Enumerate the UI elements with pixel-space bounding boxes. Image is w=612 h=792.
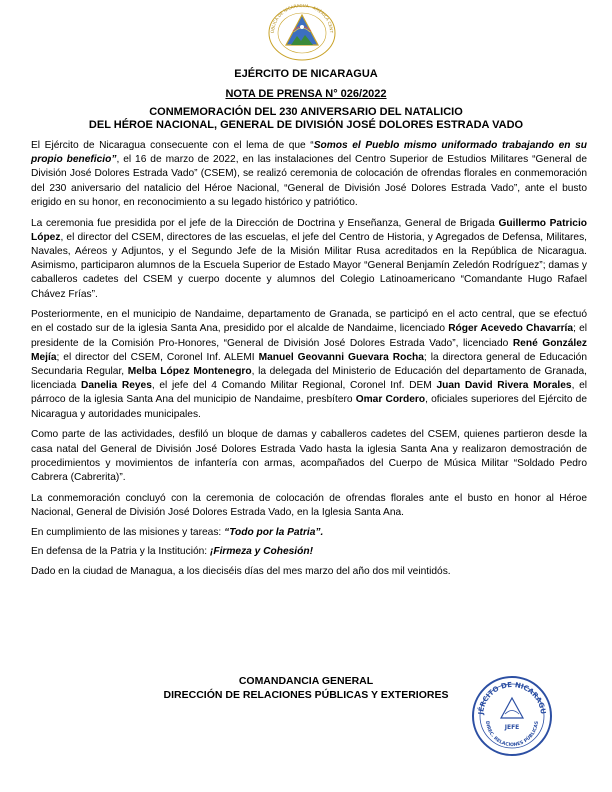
bold-name: Guillermo Patricio López [31,217,587,243]
paragraph-text-run: Como parte de las actividades, desfiló un bloque de damas y caballeros cadetes del CSEM, quienes partieron desde la casa natal del General de División José Dolores Estrada Vado hasta la iglesia Santa Ana y realizaron demostración de procedimientos y movimientos de infantería con armas, acompañados del Cuerpo de Música Militar “Soldado Pedro Cabrera (Cabrerita)”. [31,429,587,483]
paragraph-text-run: , el director del CSEM, directores de las escuelas, el jefe del Centro de Historia, y Agregados de Defensa, Militares, Navales, Aéreos y Adjuntos, y el Segundo Jefe de la Misión Militar Rusa acreditados en la República de Nicaragua. Asimismo, participaron alumnos de la Escuela Superior de Estado Mayor “General Benjamín Zeledón Rodríguez”; damas y caballeros cadetes del CSEM y cuerpo docente y alumnos del Colegio Latinoamericano “Comandante Hugo Rafael Chávez Frías”. [31,231,587,300]
coat-of-arms-emblem [264,4,340,62]
title-line-2: DEL HÉROE NACIONAL, GENERAL DE DIVISIÓN JOSÉ DOLORES ESTRADA VADO [88,119,524,131]
organization-name: EJÉRCITO DE NICARAGUA [234,68,378,80]
paragraph-text-run: La conmemoración concluyó con la ceremonia de colocación de ofrendas florales ante el busto en honor al Héroe Nacional, General de División José Dolores Estrada Vado, en la Iglesia Santa Ana. [31,492,587,518]
svg-text:DIREC. RELACIONES PÚBLICAS: DIREC. RELACIONES PÚBLICAS [483,720,541,749]
emphasized-text: “Todo por la Patria”. [224,526,324,538]
body-paragraph [31,308,587,422]
bold-name: René González Mejía [31,337,587,363]
bold-name: Juan David Rivera Morales [436,380,572,392]
body-paragraph [31,492,587,520]
paragraph-text-run: Dado en la ciudad de Managua, a los dieciséis días del mes marzo del año dos mil veintidós. [31,565,451,577]
press-release-body [31,139,587,585]
title-line-1: CONMEMORACIÓN DEL 230 ANIVERSARIO DEL NATALICIO [149,106,463,118]
bold-name: Danelia Reyes [80,380,152,392]
emphasized-text: Somos el Pueblo mismo uniformado trabajando en su propio beneficio” [31,140,587,166]
bold-name: Omar Cordero [355,394,426,406]
signature-line-1: COMANDANCIA GENERAL [238,675,374,687]
emphasized-text: ¡Firmeza y Cohesión! [209,546,313,558]
paragraph-text-run: , el 16 de marzo de 2022, en las instalaciones del Centro Superior de Estudios Militares “General de División José Dolores Estrada Vado” (CSEM), se realizó ceremonia de colocación de ofrendas florales en conmemoración del 230 aniversario del natalicio del Héroe Nacional, “General de División José Dolores Estrada Vado”, ante el busto erigido en su honor, en reconocimiento a su legado histórico y patriótico. [31,154,587,208]
body-paragraph [31,526,587,540]
svg-text:REPÚBLICA DE NICARAGUA · AMÉRI: ÚBLICA DE NICARAGUA · AMÉRICA CENT [269,4,335,34]
paragraph-text-run: Posteriormente, en el municipio de Nandaime, departamento de Granada, se participó en el acto central, que se efectuó en el costado sur de la iglesia Santa Ana, presidido por el alcalde de Nandaime, licenciado [31,309,587,335]
paragraph-text-run: , oficiales superiores del Ejército de Nicaragua y autoridades municipales. [31,394,587,420]
body-paragraph [31,545,587,559]
body-paragraph [31,565,587,579]
svg-text:EJÉRCITO DE NICARAGUA: JÉRCITO DE NICARAGU [477,680,547,715]
bold-name: Róger Acevedo Chavarría [448,323,574,335]
army-seal-stamp-icon [470,674,554,758]
paragraph-text-run: , el jefe del 4 Comando Militar Regional, Coronel Inf. DEM [151,380,437,392]
press-release-number: NOTA DE PRENSA N° 026/2022 [225,88,387,100]
signature-line-2: DIRECCIÓN DE RELACIONES PÚBLICAS Y EXTERIORES [163,689,449,701]
bold-name: Melba López Montenegro [127,366,252,378]
paragraph-text-run: En defensa de la Patria y la Institución: [31,546,210,558]
official-stamp [470,674,554,758]
paragraph-text-run: El Ejército de Nicaragua consecuente con el lema de que “ [31,140,314,151]
body-paragraph [31,428,587,485]
paragraph-text-run: , la delegada del Ministerio de Educación del departamento de Granada, licenciada [31,366,587,392]
paragraph-text-run: ; la directora general de Educación Secundaria Regular, [31,351,587,378]
body-paragraph [31,217,587,302]
paragraph-text-run: , el párroco de la iglesia Santa Ana del municipio de Nandaime, presbítero [31,380,588,406]
press-release-title [0,106,612,132]
nicaragua-coat-of-arms-icon [264,4,340,62]
paragraph-text-run: La ceremonia fue presidida por el jefe de la Dirección de Doctrina y Enseñanza, General de Brigada [31,217,499,229]
paragraph-text-run: En cumplimiento de las misiones y tareas: [31,526,225,538]
bold-name: Manuel Geovanni Guevara Rocha [258,351,424,363]
paragraph-text-run: ; el presidente de la Comisión Pro-Honores, “General de División José Dolores Estrada Vado”, licenciado [31,323,587,349]
body-paragraph [31,139,587,210]
paragraph-text-run: ; el director del CSEM, Coronel Inf. ALEMI [56,351,259,363]
svg-text:JEFE: JEFE [504,724,520,731]
